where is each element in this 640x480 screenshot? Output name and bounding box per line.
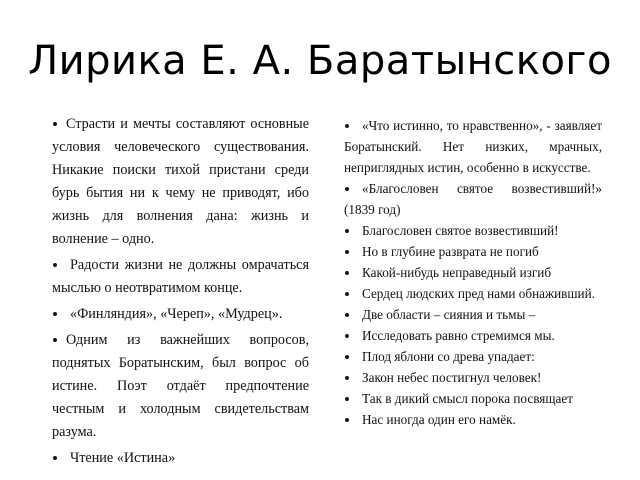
list-item — [344, 304, 602, 325]
list-item-text: Радости жизни не должны омрачаться мыслью о неотвратимом конце. — [52, 257, 309, 296]
list-item — [52, 303, 309, 326]
right-column — [344, 115, 602, 430]
bullet-icon — [345, 250, 349, 254]
list-item-text: «Благословен святое возвестивший!» (1839 год) — [344, 181, 602, 217]
list-item — [52, 329, 309, 444]
list-item-text: Страсти и мечты составляют основные условия человеческого существования. Никакие поиски тихой пристани среди бурь бытия ни к чему не приводят, ибо жизнь для волнения дана: жизнь и волнение – одно. — [52, 116, 309, 247]
bullet-icon — [345, 292, 349, 296]
bullet-icon — [345, 334, 349, 338]
bullet-icon — [345, 229, 349, 233]
slide-title: Лирика Е. А. Баратынского — [28, 38, 612, 84]
list-item-text: «Что истинно, то нравственно», - заявляет Боратынский. Нет низких, мрачных, неприглядных истин, особенно в искусстве. — [344, 118, 602, 175]
bullet-icon — [345, 397, 349, 401]
list-item — [344, 388, 602, 409]
left-column — [52, 113, 309, 470]
list-item-text: Чтение «Истина» — [70, 450, 176, 466]
list-item-text: Сердец людских пред нами обнаживший. — [362, 286, 595, 301]
list-item-text: Но в глубине разврата не погиб — [362, 244, 539, 259]
bullet-icon — [345, 124, 349, 128]
list-item — [344, 409, 602, 430]
list-item-text: Нас иногда один его намёк. — [362, 412, 516, 427]
bullet-icon — [53, 263, 57, 267]
list-item-text: Благословен святое возвестивший! — [362, 223, 559, 238]
list-item-text: Так в дикий смысл порока посвящает — [362, 391, 573, 406]
list-item-text: Исследовать равно стремимся мы. — [362, 328, 555, 343]
list-item-text: Одним из важнейших вопросов, поднятых Боратынским, был вопрос об истине. Поэт отдаёт предпочтение честным и холодным свидетельствам разума. — [52, 332, 309, 440]
list-item — [52, 254, 309, 300]
list-item — [344, 220, 602, 241]
bullet-icon — [53, 338, 57, 342]
list-item-text: Две области – сияния и тьмы – — [362, 307, 536, 322]
bullet-icon — [345, 187, 349, 191]
list-item-text: «Финляндия», «Череп», «Мудрец». — [70, 306, 283, 322]
bullet-icon — [345, 355, 349, 359]
list-item — [344, 241, 602, 262]
list-item — [344, 115, 602, 178]
bullet-icon — [345, 313, 349, 317]
bullet-icon — [53, 456, 57, 460]
list-item — [344, 178, 602, 220]
list-item — [344, 325, 602, 346]
list-item — [344, 283, 602, 304]
list-item-text: Закон небес постигнул человек! — [362, 370, 542, 385]
list-item — [344, 262, 602, 283]
bullet-icon — [53, 122, 57, 126]
bullet-icon — [345, 376, 349, 380]
bullet-icon — [345, 418, 349, 422]
list-item — [344, 367, 602, 388]
list-item — [52, 447, 309, 470]
bullet-icon — [345, 271, 349, 275]
list-item-text: Плод яблони со древа упадает: — [362, 349, 535, 364]
bullet-icon — [53, 312, 57, 316]
list-item — [344, 346, 602, 367]
list-item-text: Какой-нибудь неправедный изгиб — [362, 265, 552, 280]
list-item — [52, 113, 309, 251]
